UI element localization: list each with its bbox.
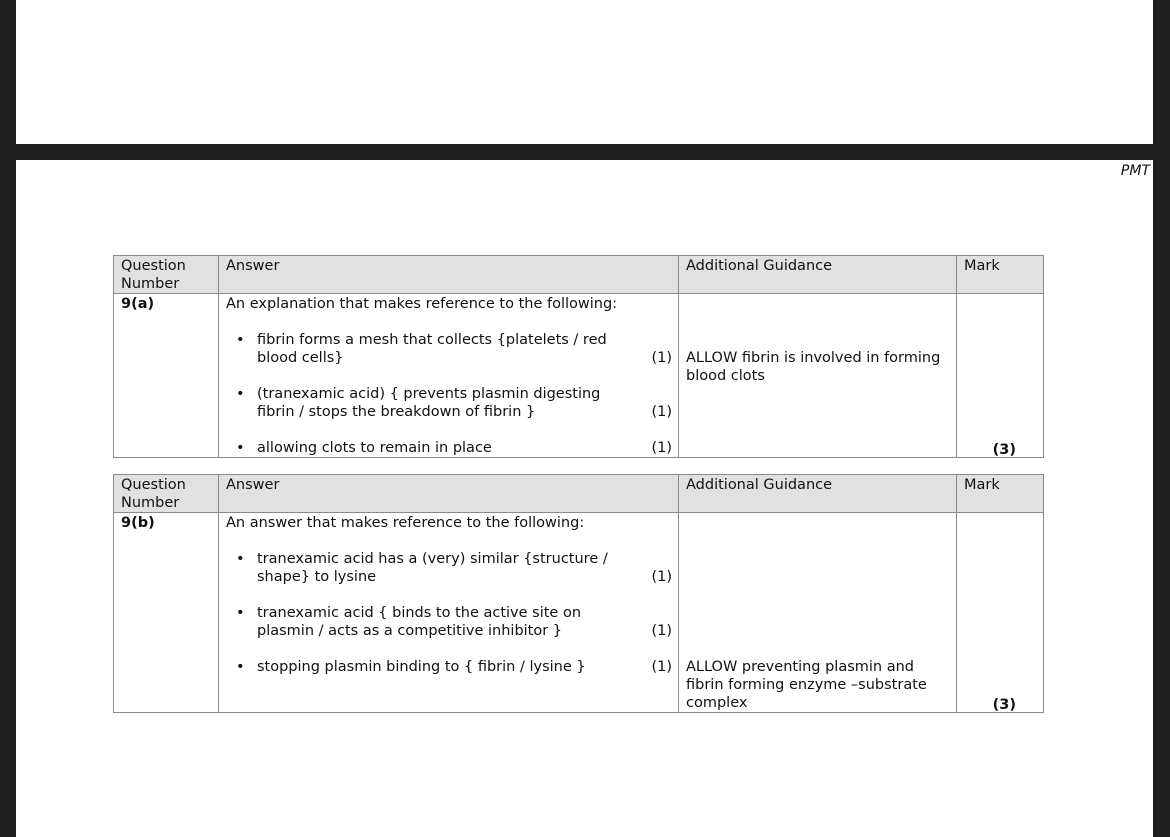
table-row (114, 294, 1044, 458)
pmt-watermark: PMT (1120, 163, 1150, 179)
table-header-row (114, 256, 1044, 294)
question-number-header: Question Number (114, 475, 219, 513)
marking-point-text: (tranexamic acid) { prevents plasmin digesting fibrin / stops the breakdown of fibrin } (257, 386, 601, 420)
guidance-header: Additional Guidance (679, 256, 957, 294)
marking-point (226, 385, 671, 439)
mark-cell (957, 513, 1044, 713)
answer-intro: An explanation that makes reference to the following: (226, 296, 618, 312)
answer-cell (219, 294, 679, 458)
mark-scheme-table-9b (113, 474, 1044, 713)
mark-header: Mark (957, 256, 1044, 294)
marking-point-text: fibrin forms a mesh that collects {platelets / red blood cells} (257, 332, 607, 366)
marking-point (226, 331, 671, 385)
question-number: 9(a) (114, 294, 219, 458)
answer-cell (219, 513, 679, 713)
bullet-icon: • (236, 659, 245, 675)
question-number: 9(b) (114, 513, 219, 713)
marking-point-text: tranexamic acid { binds to the active site on plasmin / acts as a competitive inhibitor } (257, 605, 582, 639)
point-mark: (1) (651, 569, 672, 585)
marking-point (226, 439, 671, 457)
point-mark: (1) (651, 404, 672, 420)
point-mark: (1) (651, 350, 672, 366)
total-mark: (3) (992, 442, 1016, 458)
marking-point (226, 604, 671, 658)
guidance-cell (679, 294, 957, 458)
bullet-icon: • (236, 332, 245, 348)
answer-header: Answer (219, 256, 679, 294)
bullet-icon: • (236, 605, 245, 621)
marking-point-text: tranexamic acid has a (very) similar {structure / shape} to lysine (257, 551, 608, 585)
question-number-header: Question Number (114, 256, 219, 294)
point-mark: (1) (651, 659, 672, 675)
answer-intro: An answer that makes reference to the following: (226, 515, 585, 531)
bullet-icon: • (236, 386, 245, 402)
guidance-cell (679, 513, 957, 713)
total-mark: (3) (992, 697, 1016, 713)
bullet-icon: • (236, 551, 245, 567)
marking-point-text: stopping plasmin binding to { fibrin / lysine } (257, 659, 586, 675)
marking-point (226, 658, 671, 712)
point-mark: (1) (651, 440, 672, 456)
point-mark: (1) (651, 623, 672, 639)
table-header-row (114, 475, 1044, 513)
guidance-header: Additional Guidance (679, 475, 957, 513)
table-row (114, 513, 1044, 713)
answer-header: Answer (219, 475, 679, 513)
marking-point-text: allowing clots to remain in place (257, 440, 492, 456)
mark-scheme-table-9a (113, 255, 1044, 458)
marking-point (226, 550, 671, 604)
mark-cell (957, 294, 1044, 458)
previous-page (16, 0, 1153, 144)
mark-scheme-page (16, 160, 1153, 837)
guidance-text: ALLOW preventing plasmin and fibrin forming enzyme –substrate complex (686, 659, 927, 711)
mark-header: Mark (957, 475, 1044, 513)
bullet-icon: • (236, 440, 245, 456)
guidance-text: ALLOW fibrin is involved in forming blood clots (686, 350, 941, 384)
